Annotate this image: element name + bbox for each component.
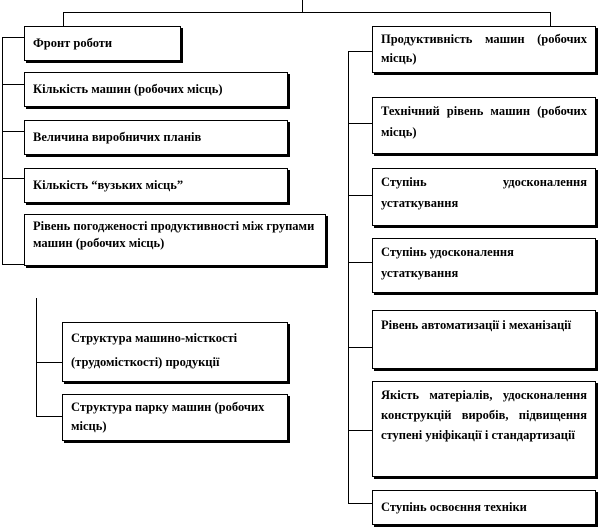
box-machine-count bbox=[24, 72, 288, 107]
box-technology-mastery bbox=[372, 490, 596, 525]
box-label: Структура парку машин (робочих місць) bbox=[71, 400, 265, 433]
box-label: Величина виробничих планів bbox=[33, 130, 202, 144]
connector-right-tick-4 bbox=[348, 262, 372, 263]
connector-right-tick-3 bbox=[348, 195, 372, 196]
box-label: Кількість машин (робочих місць) bbox=[33, 82, 223, 96]
box-label: Технічний рівень машин (робочих місць) bbox=[381, 104, 587, 139]
box-machine-productivity bbox=[372, 26, 596, 73]
box-production-plans bbox=[24, 120, 288, 155]
box-label: Кількість “вузьких місць” bbox=[33, 178, 184, 192]
box-automation-level bbox=[372, 310, 596, 369]
box-machine-capacity-structure bbox=[62, 322, 288, 382]
connector-right-bracket-vertical bbox=[348, 51, 349, 503]
connector-left-tick-1 bbox=[2, 37, 24, 38]
connector-top-left-drop bbox=[63, 12, 64, 26]
connector-left-sub-tick-1 bbox=[36, 362, 62, 363]
connector-left-sub-tick-2 bbox=[36, 416, 62, 417]
box-front-robot bbox=[24, 26, 181, 61]
box-label: Фронт роботи bbox=[33, 36, 113, 50]
box-technical-level bbox=[372, 97, 596, 154]
box-productivity-coordination bbox=[24, 214, 326, 266]
box-equipment-improvement-2 bbox=[372, 238, 596, 293]
box-label: Рівень автоматизації і механізації bbox=[381, 318, 572, 332]
connector-right-tick-2 bbox=[348, 123, 372, 124]
connector-left-tick-5 bbox=[2, 264, 24, 265]
connector-left-tick-3 bbox=[2, 131, 24, 132]
connector-right-tick-6 bbox=[348, 430, 372, 431]
connector-left-tick-2 bbox=[2, 84, 24, 85]
box-label: Структура машино-місткості (трудомісткості) продукції bbox=[71, 331, 238, 369]
connector-right-tick-7 bbox=[348, 503, 372, 504]
box-label: Ступінь удосконалення устаткування bbox=[381, 245, 514, 280]
box-equipment-improvement-1 bbox=[372, 168, 596, 226]
connector-left-sub-vertical bbox=[36, 298, 37, 416]
box-materials-quality bbox=[372, 381, 596, 477]
connector-top-stem bbox=[302, 0, 303, 12]
box-label: Ступінь освоєння техніки bbox=[381, 500, 527, 514]
connector-right-tick-5 bbox=[348, 347, 372, 348]
connector-top-bar bbox=[63, 12, 551, 13]
connector-right-tick-1 bbox=[348, 51, 372, 52]
box-label: Ступінь удосконалення устаткування bbox=[381, 175, 587, 210]
box-fleet-structure bbox=[62, 394, 288, 441]
connector-left-tick-4 bbox=[2, 178, 24, 179]
box-bottlenecks bbox=[24, 168, 288, 203]
box-label: Якість матеріалів, удосконалення конструкцій виробів, підвищення ступені уніфікації і стандартизації bbox=[381, 388, 587, 442]
connector-left-bracket-vertical bbox=[2, 37, 3, 264]
box-label: Продуктивність машин (робочих місць) bbox=[381, 32, 587, 65]
box-label: Рівень погодженості продуктивності між групами машин (робочих місць) bbox=[33, 219, 315, 250]
connector-top-right-drop bbox=[550, 12, 551, 26]
